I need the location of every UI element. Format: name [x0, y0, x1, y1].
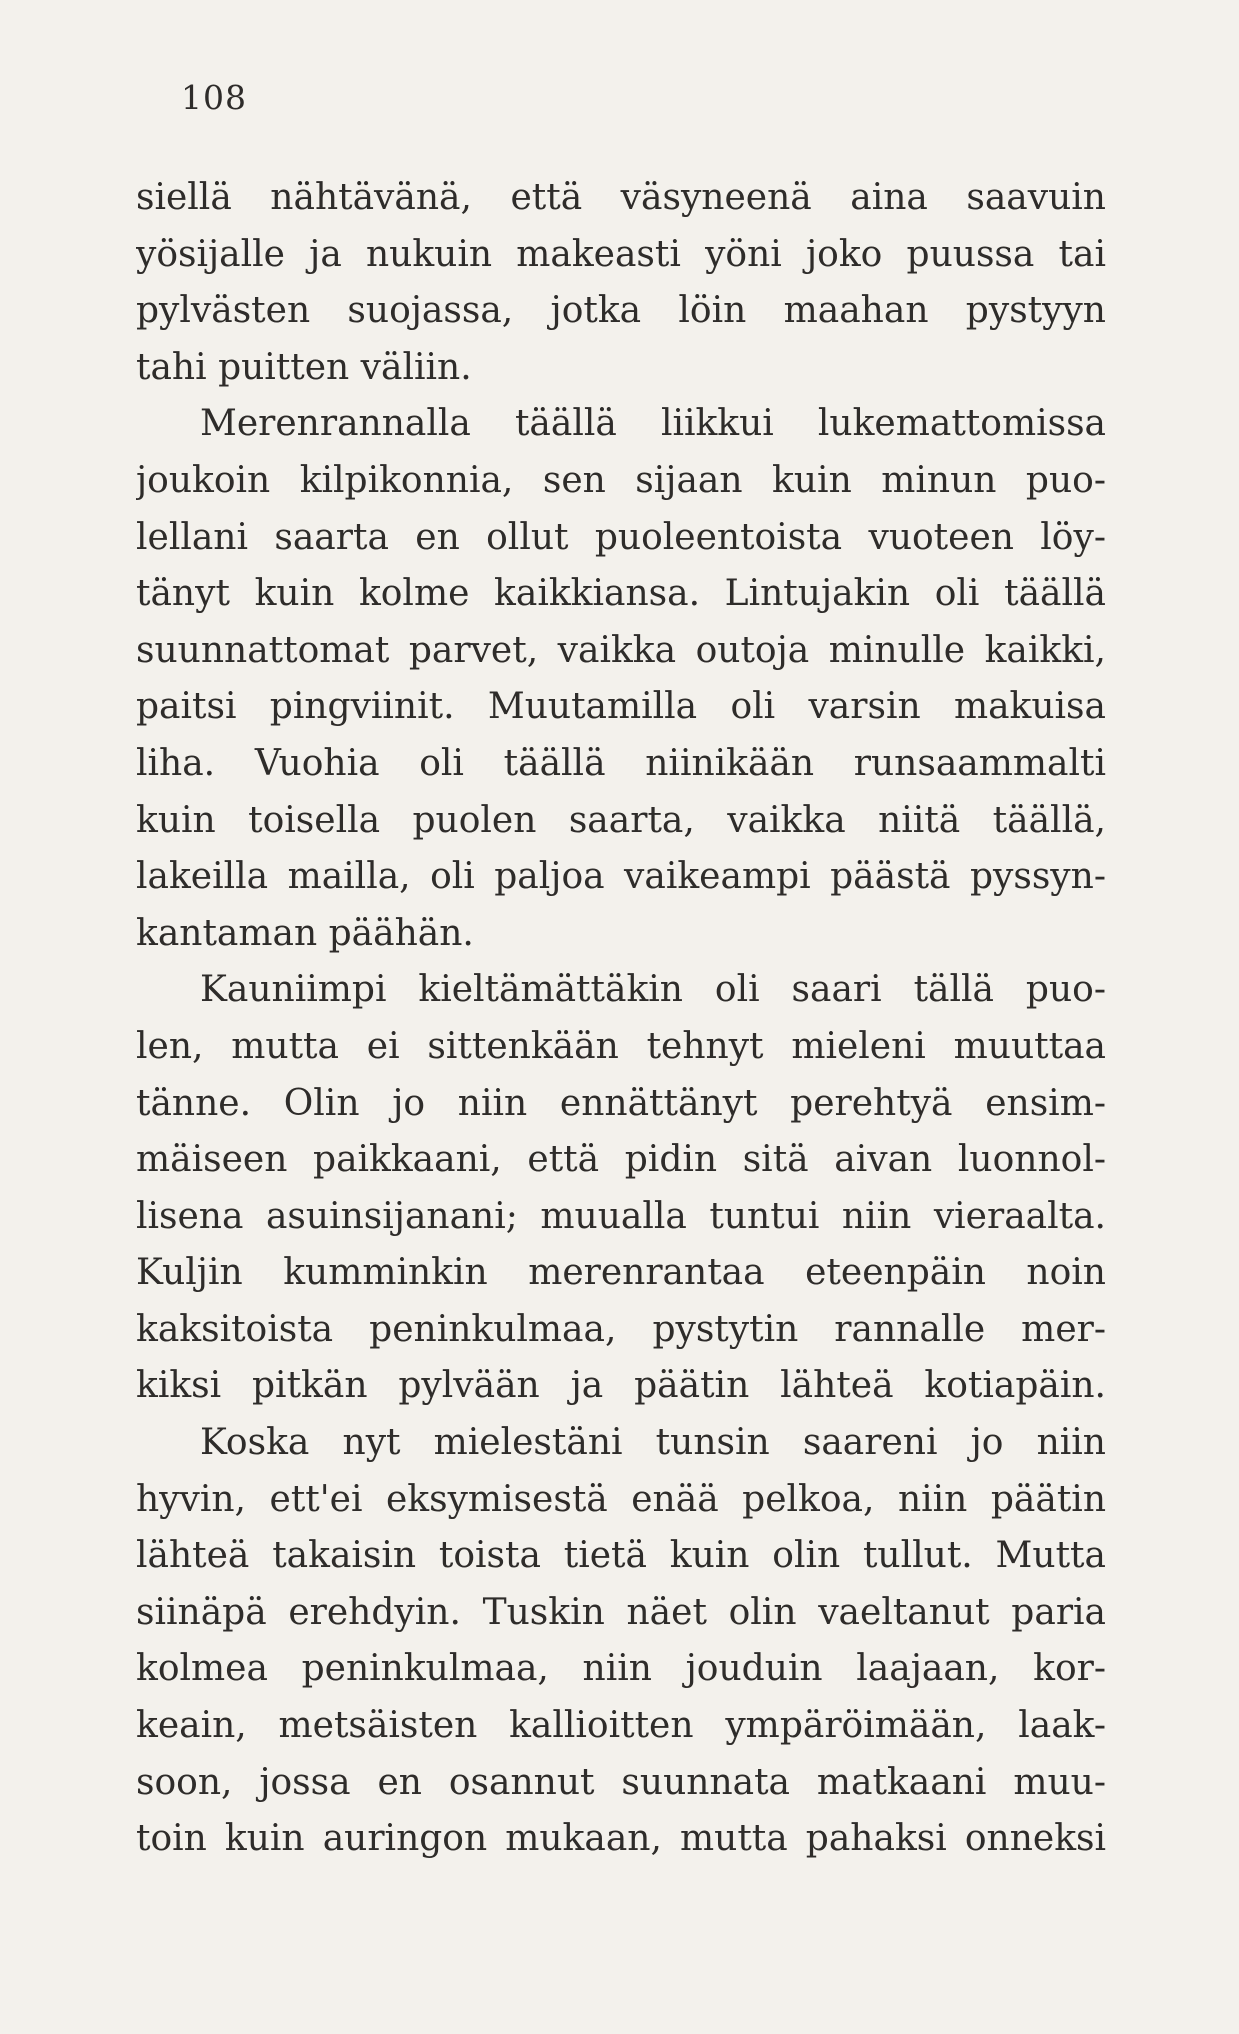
text-line: hyvin, ett'ei eksymisestä enää pelkoa, niin päätin	[136, 1478, 1106, 1520]
text-line: siinäpä erehdyin. Tuskin näet olin vaeltanut paria	[136, 1591, 1106, 1633]
text-line: lähteä takaisin toista tietä kuin olin tullut. Mutta	[136, 1535, 1106, 1577]
text-line: tänyt kuin kolme kaikkiansa. Lintujakin oli täällä	[136, 573, 1106, 615]
text-line: kuin toisella puolen saarta, vaikka niitä täällä,	[136, 799, 1106, 841]
text-line: suunnattomat parvet, vaikka outoja minulle kaikki,	[136, 629, 1106, 671]
text-line: lisena asuinsijanani; muualla tuntui niin vieraalta.	[136, 1195, 1106, 1237]
text-line: kaksitoista peninkulmaa, pystytin rannalle mer-	[136, 1308, 1106, 1350]
text-line: lakeilla mailla, oli paljoa vaikeampi päästä pyssyn-	[136, 856, 1106, 898]
text-line: tänne. Olin jo niin ennättänyt perehtyä ensim-	[136, 1082, 1106, 1124]
text-line: liha. Vuohia oli täällä niinikään runsaammalti	[136, 742, 1106, 784]
text-line: joukoin kilpikonnia, sen sijaan kuin minun puo-	[136, 459, 1106, 501]
text-line: keain, metsäisten kallioitten ympäröimään, laak-	[136, 1705, 1106, 1747]
page-number: 108	[181, 78, 247, 117]
text-line: kantaman päähän.	[136, 912, 474, 954]
text-line: Kauniimpi kieltämättäkin oli saari tällä puo-	[200, 969, 1106, 1011]
text-line: paitsi pingviinit. Muutamilla oli varsin makuisa	[136, 686, 1106, 728]
text-line: mäiseen paikkaani, että pidin sitä aivan luonnol-	[136, 1139, 1106, 1181]
text-line: tahi puitten väliin.	[136, 346, 472, 388]
text-line: toin kuin auringon mukaan, mutta pahaksi onneksi	[136, 1818, 1106, 1860]
text-line: Merenrannalla täällä liikkui lukemattomissa	[200, 403, 1106, 445]
text-line: len, mutta ei sittenkään tehnyt mieleni muuttaa	[136, 1025, 1106, 1067]
text-line: kiksi pitkän pylvään ja päätin lähteä kotiapäin.	[136, 1365, 1106, 1407]
text-line: kolmea peninkulmaa, niin jouduin laajaan, kor-	[136, 1648, 1106, 1690]
text-line: siellä nähtävänä, että väsyneenä aina saavuin	[136, 177, 1106, 218]
body-text	[136, 170, 1106, 1868]
text-line: Kuljin kumminkin merenrantaa eteenpäin noin	[136, 1252, 1106, 1294]
text-line: pylvästen suojassa, jotka löin maahan pystyyn	[136, 290, 1106, 332]
text-line: soon, jossa en osannut suunnata matkaani muu-	[136, 1761, 1106, 1803]
text-line: yösijalle ja nukuin makeasti yöni joko puussa tai	[136, 233, 1106, 275]
text-line: Koska nyt mielestäni tunsin saareni jo niin	[200, 1422, 1106, 1464]
text-line: lellani saarta en ollut puoleentoista vuoteen löy-	[136, 516, 1106, 558]
